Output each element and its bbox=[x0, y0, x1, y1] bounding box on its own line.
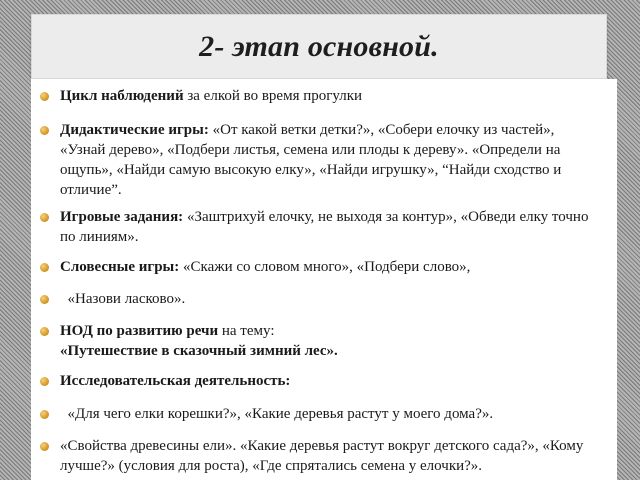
list-item-research-activity bbox=[41, 371, 601, 391]
list-item-game-tasks bbox=[41, 207, 601, 247]
content-panel bbox=[31, 79, 617, 480]
item-label: НОД по развитию речи bbox=[60, 323, 219, 339]
bullet-icon bbox=[40, 377, 49, 386]
bullet-icon bbox=[40, 442, 49, 451]
item-text: «Заштрихуй елочку, не выходя за контур», «Обведи елку точно по линиям». bbox=[60, 209, 589, 245]
item-text: «От какой ветки детки?», «Собери елочку из частей», «Узнай дерево», «Подбери листья, семена или плоды к дереву». «Определи на ощупь», «Найди самую высокую елку», «Найди игрушку», “Найди сходство и отличие”. bbox=[60, 122, 562, 198]
item-text: на тему: bbox=[218, 323, 275, 339]
bullet-icon bbox=[40, 410, 49, 419]
list-item-name-kindly bbox=[41, 289, 601, 309]
title-bar bbox=[31, 14, 607, 79]
list-item-wood-properties bbox=[41, 436, 601, 476]
list-item-word-games bbox=[41, 257, 601, 277]
item-label: Цикл наблюдений bbox=[60, 88, 184, 104]
list-item-observation-cycle bbox=[41, 86, 601, 106]
item-text: «Назови ласково». bbox=[60, 291, 186, 307]
slide-title: 2- этап основной. bbox=[199, 29, 439, 63]
bullet-icon bbox=[40, 295, 49, 304]
bullet-icon bbox=[40, 263, 49, 272]
bullet-icon bbox=[40, 92, 49, 101]
item-text: «Скажи со словом много», «Подбери слово», bbox=[179, 259, 471, 275]
item-label: Исследовательская деятельность: bbox=[60, 373, 291, 389]
item-label: Игровые задания: bbox=[60, 209, 184, 225]
list-item-tree-roots bbox=[41, 404, 601, 424]
list-item-didactic-games bbox=[41, 120, 601, 200]
item-text: «Для чего елки корешки?», «Какие деревья растут у моего дома?». bbox=[60, 406, 494, 422]
item-subtitle: «Путешествие в сказочный зимний лес». bbox=[60, 343, 338, 359]
list-item-speech-lesson bbox=[41, 321, 601, 361]
bullet-icon bbox=[40, 213, 49, 222]
bullet-icon bbox=[40, 327, 49, 336]
bullet-icon bbox=[40, 126, 49, 135]
item-label: Словесные игры: bbox=[60, 259, 180, 275]
item-text: за елкой во время прогулки bbox=[183, 88, 363, 104]
item-label: Дидактические игры: bbox=[60, 122, 209, 138]
item-text: «Свойства древесины ели». «Какие деревья растут вокруг детского сада?», «Кому лучше?» (условия для роста), «Где спрятались семена у елочки?». bbox=[60, 438, 584, 474]
